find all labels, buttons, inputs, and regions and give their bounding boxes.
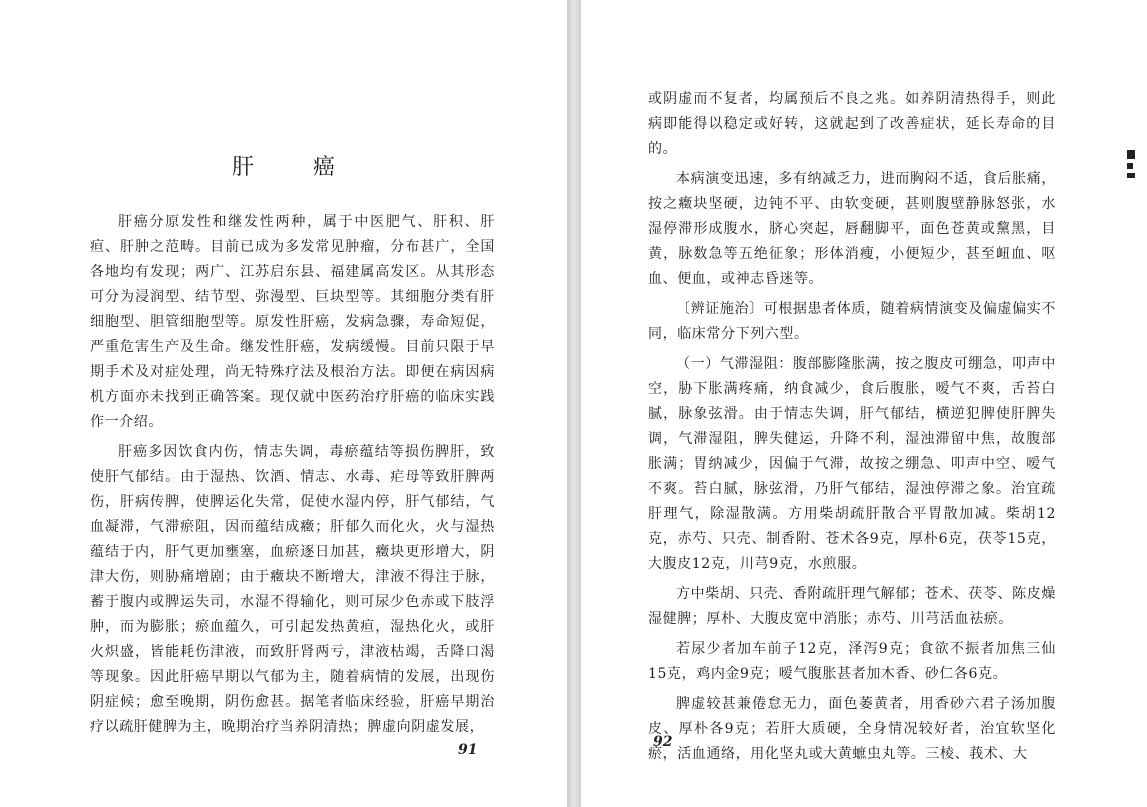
paragraph: 肝癌分原发性和继发性两种，属于中医肥气、肝积、肝疸、肝肿之范畴。目前已成为多发常见肿瘤，分布甚广，全国各地均有发现；两广、江苏启东县、福建属高发区。从其形态可分为浸润型、结节型、弥漫型、巨块型等。其细胞分类有肝细胞型、胆管细胞型等。原发性肝癌，发病急骤，寿命短促，严重危害生产及生命。继发性肝癌，发病缓慢。目前只限于早期手术及对症处理，尚无特殊疗法及根治方法。即便在病因病机方面亦未找到正确答案。现仅就中医药治疗肝癌的临床实践作一介绍。 xyxy=(90,214,495,430)
page-number-left: 91 xyxy=(458,742,478,758)
paragraph: 方中柴胡、只壳、香附疏肝理气解郁；苍术、茯苓、陈皮燥湿健脾；厚朴、大腹皮宽中消胀；赤芍、川芎活血祛瘀。 xyxy=(648,586,1056,627)
paragraph: 或阴虚而不复者，均属预后不良之兆。如养阴清热得手，则此病即能得以稳定或好转，这就起到了改善症状，延长寿命的目的。 xyxy=(648,91,1056,157)
right-page xyxy=(581,0,1147,807)
left-page-body xyxy=(90,210,495,745)
chapter-title: 肝 癌 xyxy=(232,155,361,180)
page-number-right: 92 xyxy=(653,734,673,750)
paragraph: 本病演变迅速，多有纳减乏力，进而胸闷不适，食后胀痛，按之癥块坚硬，边钝不平、由软变硬，甚则腹壁静脉怒张，水湿停滞形成腹水，脐心突起，唇翻脚平，面色苍黄或黧黑，目黄，脉数急等五绝征象；形体消瘦，小便短少，甚至衄血、呕血、便血，或神志昏迷等。 xyxy=(648,171,1056,287)
page-gutter xyxy=(567,0,581,807)
paragraph: 脾虚较甚兼倦怠无力，面色萎黄者，用香砂六君子汤加腹皮、厚朴各9克；若肝大质硬，全身情况较好者，治宜软坚化瘀，活血通络，用化坚丸或大黄蟅虫丸等。三棱、莪术、大 xyxy=(648,696,1056,762)
paragraph: 若尿少者加车前子12克，泽泻9克；食欲不振者加焦三仙15克，鸡内金9克；嗳气腹胀甚者加木香、砂仁各6克。 xyxy=(648,641,1056,682)
paragraph: 〔辨证施治〕可根据患者体质，随着病情演变及偏虚偏实不同，临床常分下列六型。 xyxy=(648,301,1056,342)
left-page xyxy=(0,0,567,807)
paragraph: （一）气滞湿阻：腹部膨隆胀满，按之腹皮可绷急，叩声中空，胁下胀满疼痛，纳食减少，食后腹胀，嗳气不爽，舌苔白腻，脉象弦滑。由于情志失调，肝气郁结，横逆犯脾使肝脾失调，气滞湿阻，脾失健运，升降不利，湿浊滞留中焦，故腹部胀满；胃纳减少，因偏于气滞，故按之绷急、叩声中空、嗳气不爽。苔白腻，脉弦滑，乃肝气郁结，湿浊停滞之象。治宜疏肝理气，除湿散满。方用柴胡疏肝散合平胃散加减。柴胡12克，赤芍、只壳、制香附、苍术各9克，厚朴6克，茯苓15克，大腹皮12克，川芎9克，水煎服。 xyxy=(648,356,1056,572)
right-page-body xyxy=(648,87,1056,772)
page-edge-mark xyxy=(1127,150,1135,180)
paragraph: 肝癌多因饮食内伤，情志失调，毒瘀蕴结等损伤脾肝，致使肝气郁结。由于湿热、饮酒、情志、水毒、疟母等致肝脾两伤，肝病传脾，使脾运化失常，促使水湿内停，肝气郁结，气血凝滞，气滞瘀阻，因而蕴结成癥；肝郁久而化火，火与湿热蕴结于内，肝气更加壅塞，血瘀逐日加甚，癥块更形增大，阴津大伤，则胁痛增剧；由于癥块不断增大，津液不得注于脉，蓄于腹内或脾运失司，水湿不得输化，则可尿少色赤或下肢浮肿，而为膨胀；瘀血蕴久，可引起发热黄疸，湿热化火，或肝火炽盛，皆能耗伤津液，而致肝肾两亏，津液枯竭，舌降口渴等现象。因此肝癌早期以气郁为主，随着病情的发展，出现伤阴症候；愈至晚期，阴伤愈甚。据笔者临床经验，肝癌早期治疗以疏肝健脾为主，晚期治疗当养阴清热；脾虚向阴虚发展， xyxy=(90,444,495,735)
